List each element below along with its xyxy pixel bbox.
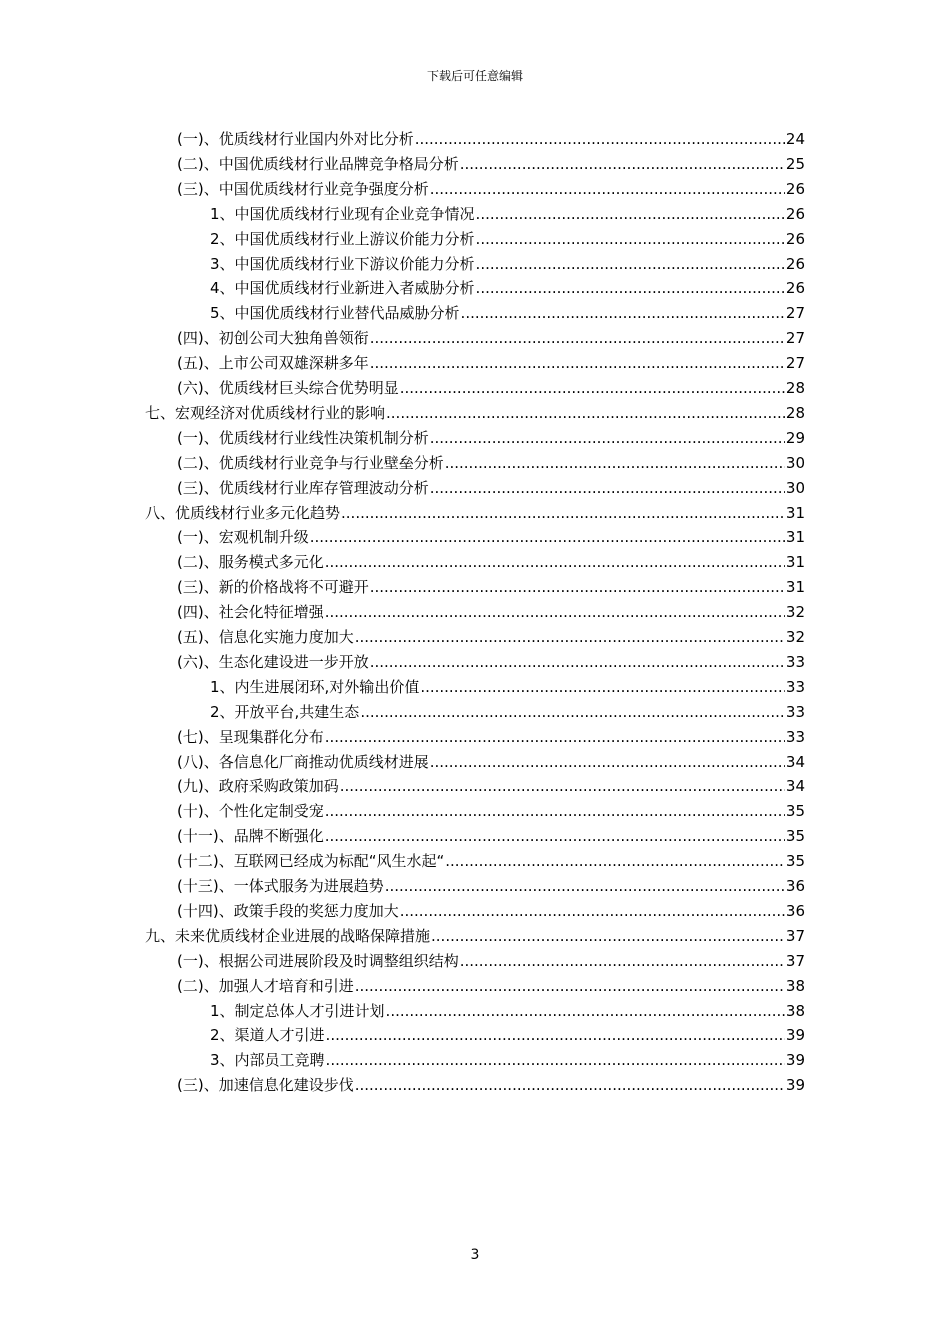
toc-dot-leader xyxy=(355,976,785,996)
toc-dot-leader xyxy=(445,851,785,871)
toc-entry-page: 39 xyxy=(785,1051,805,1070)
toc-entry-page: 35 xyxy=(785,827,805,846)
toc-entry-page: 39 xyxy=(785,1076,805,1095)
toc-entry[interactable] xyxy=(177,597,805,622)
toc-entry-title: (二)、优质线材行业竞争与行业壁垒分析 xyxy=(177,453,444,472)
toc-dot-leader xyxy=(400,378,785,398)
toc-entry[interactable] xyxy=(177,896,805,921)
toc-entry-title: (三)、优质线材行业库存管理波动分析 xyxy=(177,478,429,497)
page-number: 3 xyxy=(470,1247,480,1263)
toc-dot-leader xyxy=(460,951,785,971)
toc-entry-page: 38 xyxy=(785,1001,805,1020)
toc-dot-leader xyxy=(476,278,785,298)
toc-entry-page: 24 xyxy=(785,130,805,148)
toc-entry-title: (五)、上市公司双雄深耕多年 xyxy=(177,354,369,373)
toc-dot-leader xyxy=(370,577,785,597)
toc-entry[interactable] xyxy=(177,522,805,547)
toc-entry-page: 26 xyxy=(785,229,805,248)
toc-entry-title: (一)、根据公司进展阶段及时调整组织结构 xyxy=(177,951,459,970)
toc-entry-page: 28 xyxy=(785,403,805,422)
toc-entry-page: 26 xyxy=(785,254,805,273)
toc-dot-leader xyxy=(370,652,785,672)
toc-entry-page: 27 xyxy=(785,329,805,348)
toc-entry-title: (十三)、一体式服务为进展趋势 xyxy=(177,877,384,895)
toc-dot-leader xyxy=(400,901,785,921)
toc-dot-leader xyxy=(370,328,785,348)
toc-entry-title: (十)、个性化定制受宠 xyxy=(177,802,324,821)
toc-entry[interactable] xyxy=(145,398,805,423)
toc-entry-page: 33 xyxy=(785,677,805,696)
toc-entry[interactable] xyxy=(210,672,805,697)
toc-entry[interactable] xyxy=(177,946,805,971)
toc-dot-leader xyxy=(461,303,785,323)
toc-entry-title: (六)、优质线材巨头综合优势明显 xyxy=(177,379,399,397)
toc-entry-title: (五)、信息化实施力度加大 xyxy=(177,628,354,646)
toc-dot-leader xyxy=(355,627,785,647)
toc-entry-title: (三)、新的价格战将不可避开 xyxy=(177,578,369,597)
toc-entry-page: 28 xyxy=(785,379,805,397)
toc-entry-title: 1、制定总体人才引进计划 xyxy=(210,1001,385,1020)
toc-entry[interactable] xyxy=(210,298,805,323)
toc-dot-leader xyxy=(386,403,785,423)
toc-entry[interactable] xyxy=(177,124,805,149)
toc-entry-title: (十二)、互联网已经成为标配“风生水起“ xyxy=(177,852,445,871)
toc-dot-leader xyxy=(310,527,785,547)
toc-entry-page: 26 xyxy=(785,204,805,223)
toc-entry-page: 30 xyxy=(785,478,805,497)
toc-dot-leader xyxy=(370,353,785,373)
toc-entry[interactable] xyxy=(177,771,805,796)
toc-dot-leader xyxy=(430,752,785,772)
toc-entry-page: 32 xyxy=(785,628,805,646)
toc-entry-title: 1、中国优质线材行业现有企业竞争情况 xyxy=(210,204,475,223)
toc-entry-page: 36 xyxy=(785,901,805,920)
toc-dot-leader xyxy=(445,453,785,473)
toc-dot-leader xyxy=(325,552,785,572)
toc-entry-page: 34 xyxy=(785,752,805,771)
toc-dot-leader xyxy=(325,602,785,622)
toc-entry[interactable] xyxy=(145,921,805,946)
toc-entry-title: 3、中国优质线材行业下游议价能力分析 xyxy=(210,254,475,273)
toc-entry-page: 35 xyxy=(785,852,805,871)
toc-entry[interactable] xyxy=(177,547,805,572)
toc-entry-title: (十一)、品牌不断强化 xyxy=(177,827,324,846)
toc-dot-leader xyxy=(476,229,785,249)
toc-entry-title: (二)、加强人才培育和引进 xyxy=(177,976,354,995)
toc-entry-page: 27 xyxy=(785,304,805,323)
toc-entry[interactable] xyxy=(177,747,805,772)
toc-dot-leader xyxy=(420,677,785,697)
toc-entry-title: (一)、优质线材行业国内外对比分析 xyxy=(177,130,414,148)
toc-dot-leader xyxy=(460,154,785,174)
toc-dot-leader xyxy=(430,428,785,448)
toc-entry[interactable] xyxy=(177,149,805,174)
toc-entry-page: 33 xyxy=(785,727,805,746)
toc-entry-title: 八、优质线材行业多元化趋势 xyxy=(145,503,341,522)
toc-entry[interactable] xyxy=(177,1070,805,1095)
toc-dot-leader xyxy=(326,1025,785,1045)
toc-entry-title: 七、宏观经济对优质线材行业的影响 xyxy=(145,403,386,422)
toc-entry[interactable] xyxy=(177,622,805,647)
toc-entry[interactable] xyxy=(210,1020,805,1045)
toc-entry[interactable] xyxy=(177,722,805,747)
toc-dot-leader xyxy=(360,702,785,722)
toc-entry-page: 31 xyxy=(785,528,805,547)
toc-entry[interactable] xyxy=(177,423,805,448)
toc-entry[interactable] xyxy=(177,323,805,348)
toc-entry-page: 37 xyxy=(785,951,805,970)
toc-entry-page: 34 xyxy=(785,777,805,796)
toc-dot-leader xyxy=(431,926,785,946)
toc-entry-title: (四)、社会化特征增强 xyxy=(177,603,324,622)
toc-entry-page: 31 xyxy=(785,553,805,572)
toc-entry-page: 30 xyxy=(785,453,805,472)
toc-entry-title: (二)、服务模式多元化 xyxy=(177,553,324,572)
toc-entry-title: (十四)、政策手段的奖惩力度加大 xyxy=(177,901,399,920)
toc-dot-leader xyxy=(325,727,785,747)
toc-entry-title: (八)、各信息化厂商推动优质线材进展 xyxy=(177,752,429,771)
toc-entry-title: (一)、优质线材行业线性决策机制分析 xyxy=(177,428,429,447)
toc-dot-leader xyxy=(326,1050,785,1070)
toc-entry-page: 26 xyxy=(785,179,805,198)
toc-entry-title: (六)、生态化建设进一步开放 xyxy=(177,652,369,671)
toc-entry[interactable] xyxy=(177,647,805,672)
toc-entry[interactable] xyxy=(177,348,805,373)
toc-entry[interactable] xyxy=(177,846,805,871)
toc-entry-title: (二)、中国优质线材行业品牌竞争格局分析 xyxy=(177,154,459,173)
toc-entry-title: 1、内生进展闭环,对外输出价值 xyxy=(210,677,420,696)
toc-entry[interactable] xyxy=(210,249,805,274)
toc-entry-page: 37 xyxy=(785,926,805,945)
toc-entry[interactable] xyxy=(145,498,805,523)
toc-dot-leader xyxy=(340,776,785,796)
toc-entry[interactable] xyxy=(177,821,805,846)
toc-entry[interactable] xyxy=(210,199,805,224)
toc-entry-page: 32 xyxy=(785,603,805,622)
toc-dot-leader xyxy=(325,826,785,846)
toc-entry-page: 26 xyxy=(785,279,805,298)
toc-entry-page: 27 xyxy=(785,354,805,373)
toc-entry[interactable] xyxy=(210,1045,805,1070)
toc-entry-page: 29 xyxy=(785,428,805,447)
toc-entry-title: 2、渠道人才引进 xyxy=(210,1026,325,1045)
toc-entry-page: 31 xyxy=(785,578,805,597)
toc-entry-title: (三)、加速信息化建设步伐 xyxy=(177,1076,354,1095)
toc-dot-leader xyxy=(385,876,785,896)
toc-entry-title: (七)、呈现集群化分布 xyxy=(177,727,324,746)
toc-dot-leader xyxy=(476,204,785,224)
toc-dot-leader xyxy=(476,254,785,274)
toc-dot-leader xyxy=(325,801,785,821)
toc-dot-leader xyxy=(341,503,785,523)
toc-entry[interactable] xyxy=(210,273,805,298)
toc-dot-leader xyxy=(430,478,785,498)
toc-dot-leader xyxy=(355,1075,785,1095)
toc-entry-page: 33 xyxy=(785,652,805,671)
toc-entry[interactable] xyxy=(177,174,805,199)
toc-dot-leader xyxy=(430,179,785,199)
toc-entry-title: (四)、初创公司大独角兽领衔 xyxy=(177,329,369,348)
toc-entry-title: 5、中国优质线材行业替代品威胁分析 xyxy=(210,304,460,323)
toc-entry-title: 4、中国优质线材行业新进入者威胁分析 xyxy=(210,279,475,298)
toc-dot-leader xyxy=(386,1001,785,1021)
toc-entry[interactable] xyxy=(177,373,805,398)
toc-entry-title: 2、中国优质线材行业上游议价能力分析 xyxy=(210,229,475,248)
toc-entry[interactable] xyxy=(177,473,805,498)
toc-entry-title: (三)、中国优质线材行业竞争强度分析 xyxy=(177,179,429,198)
toc-entry[interactable] xyxy=(210,697,805,722)
toc-entry[interactable] xyxy=(210,996,805,1021)
toc-entry[interactable] xyxy=(177,871,805,896)
toc-entry[interactable] xyxy=(177,796,805,821)
toc-entry-page: 33 xyxy=(785,702,805,721)
toc-entry[interactable] xyxy=(210,224,805,249)
toc-entry-page: 36 xyxy=(785,877,805,895)
toc-entry-title: 九、未来优质线材企业进展的战略保障措施 xyxy=(145,926,431,945)
toc-entry-page: 31 xyxy=(785,503,805,522)
page-header: 下载后可任意编辑 xyxy=(426,69,523,83)
toc-dot-leader xyxy=(415,129,785,149)
toc-entry-page: 35 xyxy=(785,802,805,821)
toc-entry-page: 39 xyxy=(785,1026,805,1045)
toc-entry-page: 38 xyxy=(785,976,805,995)
toc-entry-page: 25 xyxy=(785,154,805,173)
toc-entry[interactable] xyxy=(177,572,805,597)
toc-entry-title: 3、内部员工竞聘 xyxy=(210,1051,325,1070)
toc-entry[interactable] xyxy=(177,971,805,996)
toc-entry-title: (九)、政府采购政策加码 xyxy=(177,777,339,796)
toc-entry[interactable] xyxy=(177,448,805,473)
toc-entry-title: (一)、宏观机制升级 xyxy=(177,528,309,547)
toc-entry-title: 2、开放平台,共建生态 xyxy=(210,702,360,721)
